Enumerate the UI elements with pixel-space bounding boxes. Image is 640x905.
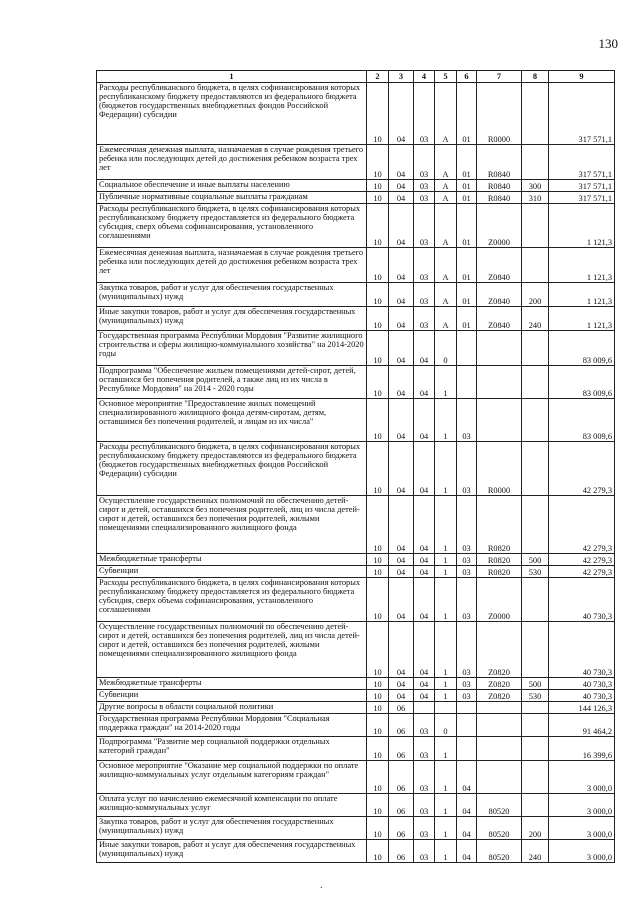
cell-col8 bbox=[522, 714, 549, 737]
cell-col6: 03 bbox=[457, 399, 477, 442]
cell-col4: 03 bbox=[414, 283, 435, 307]
table-row bbox=[97, 554, 615, 566]
cell-col7: Z0000 bbox=[477, 578, 522, 622]
row-name: Государственная программа Республики Мордовия "Социальная поддержка граждан" на 2014-2020 годы bbox=[97, 714, 367, 737]
cell-col5: 1 bbox=[435, 761, 457, 794]
cell-col6 bbox=[457, 702, 477, 714]
cell-col4: 03 bbox=[414, 714, 435, 737]
cell-col4: 04 bbox=[414, 496, 435, 554]
table-row bbox=[97, 761, 615, 794]
cell-col7 bbox=[477, 737, 522, 761]
cell-amount: 317 571,1 bbox=[549, 145, 615, 180]
cell-col2: 10 bbox=[367, 145, 389, 180]
cell-col6: 03 bbox=[457, 496, 477, 554]
cell-col6: 03 bbox=[457, 690, 477, 702]
cell-col8: 530 bbox=[522, 566, 549, 578]
cell-col3: 04 bbox=[389, 578, 414, 622]
cell-col3: 04 bbox=[389, 331, 414, 366]
cell-col4: 03 bbox=[414, 761, 435, 794]
cell-col6: 03 bbox=[457, 442, 477, 496]
cell-amount: 42 279,3 bbox=[549, 442, 615, 496]
cell-col7: 80520 bbox=[477, 794, 522, 817]
cell-col8: 500 bbox=[522, 678, 549, 690]
row-name: Закупка товаров, работ и услуг для обеспечения государственных (муниципальных) нужд bbox=[97, 817, 367, 840]
cell-col6: 03 bbox=[457, 566, 477, 578]
cell-col4: 04 bbox=[414, 566, 435, 578]
cell-col4: 04 bbox=[414, 442, 435, 496]
header-cell: 8 bbox=[522, 71, 549, 83]
cell-col5: 1 bbox=[435, 366, 457, 399]
cell-col8 bbox=[522, 83, 549, 145]
cell-amount: 40 730,3 bbox=[549, 622, 615, 678]
cell-col4: 04 bbox=[414, 331, 435, 366]
cell-col6: 01 bbox=[457, 145, 477, 180]
cell-col5: 1 bbox=[435, 622, 457, 678]
cell-amount: 317 571,1 bbox=[549, 180, 615, 192]
table-row bbox=[97, 714, 615, 737]
table-row bbox=[97, 180, 615, 192]
table-row bbox=[97, 83, 615, 145]
cell-col2: 10 bbox=[367, 840, 389, 863]
cell-col4: 04 bbox=[414, 554, 435, 566]
cell-col6: 03 bbox=[457, 554, 477, 566]
cell-col3: 06 bbox=[389, 817, 414, 840]
row-name: Основное мероприятие "Оказание мер социальной поддержки по оплате жилищно-коммунальных услуг отдельным категориям граждан" bbox=[97, 761, 367, 794]
cell-amount: 42 279,3 bbox=[549, 496, 615, 554]
row-name: Межбюджетные трансферты bbox=[97, 678, 367, 690]
cell-col5: А bbox=[435, 307, 457, 331]
cell-col5: А bbox=[435, 145, 457, 180]
cell-col8 bbox=[522, 794, 549, 817]
cell-col6: 04 bbox=[457, 817, 477, 840]
table-row bbox=[97, 399, 615, 442]
cell-col5: 1 bbox=[435, 566, 457, 578]
cell-col4: 03 bbox=[414, 737, 435, 761]
cell-col5: 1 bbox=[435, 678, 457, 690]
cell-col2: 10 bbox=[367, 678, 389, 690]
cell-col8 bbox=[522, 496, 549, 554]
row-name: Иные закупки товаров, работ и услуг для обеспечения государственных (муниципальных) нужд bbox=[97, 840, 367, 863]
table-row bbox=[97, 442, 615, 496]
cell-col5: А bbox=[435, 204, 457, 248]
cell-col7: Z0840 bbox=[477, 307, 522, 331]
table-row bbox=[97, 496, 615, 554]
row-name: Осуществление государственных полномочий по обеспечению детей-сирот и детей, оставшихся без попечения родителей, лиц из числа детей-сирот и детей, оставшихся без попечения родителей, жилыми помещениями специализированного жилищного фонда bbox=[97, 622, 367, 678]
row-name: Ежемесячная денежная выплата, назначаемая в случае рождения третьего ребенка или последующих детей до достижения ребенком возраста трех лет bbox=[97, 248, 367, 283]
row-name: Расходы республиканского бюджета, в целях софинансирования которых республиканскому бюджету предоставляются из федерального бюджета (бюджетов государственных внебюджетных фондов Российской Федерации) субсидии bbox=[97, 442, 367, 496]
cell-col7: Z0820 bbox=[477, 678, 522, 690]
cell-col8: 500 bbox=[522, 554, 549, 566]
cell-col8 bbox=[522, 578, 549, 622]
cell-col4: 04 bbox=[414, 690, 435, 702]
cell-col3: 06 bbox=[389, 840, 414, 863]
cell-col6: 01 bbox=[457, 248, 477, 283]
cell-amount: 40 730,3 bbox=[549, 578, 615, 622]
row-name: Государственная программа Республики Мордовия "Развитие жилищного строительства и сферы жилищно-коммунального хозяйства" на 2014-2020 годы bbox=[97, 331, 367, 366]
cell-amount: 83 009,6 bbox=[549, 366, 615, 399]
cell-col2: 10 bbox=[367, 442, 389, 496]
cell-col8: 200 bbox=[522, 817, 549, 840]
cell-col8 bbox=[522, 761, 549, 794]
cell-col3: 06 bbox=[389, 702, 414, 714]
cell-col4: 04 bbox=[414, 578, 435, 622]
header-row bbox=[97, 71, 615, 83]
table-row bbox=[97, 566, 615, 578]
cell-col2: 10 bbox=[367, 192, 389, 204]
cell-col5: 1 bbox=[435, 817, 457, 840]
cell-col6: 01 bbox=[457, 83, 477, 145]
row-name: Подпрограмма "Обеспечение жильем помещениями детей-сирот, детей, оставшихся без попечения родителей, а также лиц из их числа в Республике Мордовия" на 2014 - 2020 годы bbox=[97, 366, 367, 399]
row-name: Расходы республиканского бюджета, в целях софинансирования которых республиканскому бюджету предоставляются из федерального бюджета (бюджетов государственных внебюджетных фондов Российской Федерации) субсидии bbox=[97, 83, 367, 145]
header-cell: 3 bbox=[389, 71, 414, 83]
table-row bbox=[97, 366, 615, 399]
cell-col6: 04 bbox=[457, 840, 477, 863]
row-name: Расходы республиканского бюджета, в целях софинансирования которых республиканскому бюджету предоставляется из федерального бюджета субсидия, сверх объема софинансирования, установленного соглашениями bbox=[97, 204, 367, 248]
cell-col7 bbox=[477, 702, 522, 714]
cell-col6: 04 bbox=[457, 794, 477, 817]
cell-amount: 1 121,3 bbox=[549, 283, 615, 307]
cell-col8: 240 bbox=[522, 840, 549, 863]
cell-col3: 04 bbox=[389, 496, 414, 554]
table-row bbox=[97, 622, 615, 678]
table-row bbox=[97, 192, 615, 204]
header-cell: 5 bbox=[435, 71, 457, 83]
cell-col7 bbox=[477, 331, 522, 366]
cell-col7 bbox=[477, 399, 522, 442]
table-body bbox=[97, 83, 615, 863]
header-cell: 2 bbox=[367, 71, 389, 83]
cell-col4: 04 bbox=[414, 678, 435, 690]
table-row bbox=[97, 307, 615, 331]
table-row bbox=[97, 817, 615, 840]
cell-col3: 06 bbox=[389, 714, 414, 737]
cell-col5: 1 bbox=[435, 399, 457, 442]
cell-col4: 04 bbox=[414, 399, 435, 442]
cell-col3: 06 bbox=[389, 761, 414, 794]
cell-col3: 04 bbox=[389, 399, 414, 442]
cell-col3: 04 bbox=[389, 442, 414, 496]
cell-col2: 10 bbox=[367, 761, 389, 794]
header-cell: 7 bbox=[477, 71, 522, 83]
cell-col7: Z0820 bbox=[477, 690, 522, 702]
table-row bbox=[97, 794, 615, 817]
cell-amount: 42 279,3 bbox=[549, 554, 615, 566]
cell-col3: 06 bbox=[389, 794, 414, 817]
cell-col8: 300 bbox=[522, 180, 549, 192]
cell-col6: 01 bbox=[457, 180, 477, 192]
cell-col2: 10 bbox=[367, 83, 389, 145]
cell-col6: 03 bbox=[457, 678, 477, 690]
cell-col5: 1 bbox=[435, 737, 457, 761]
cell-col3: 04 bbox=[389, 192, 414, 204]
cell-col5: А bbox=[435, 248, 457, 283]
cell-col3: 04 bbox=[389, 307, 414, 331]
budget-table bbox=[96, 70, 615, 863]
cell-col8 bbox=[522, 366, 549, 399]
cell-col3: 04 bbox=[389, 248, 414, 283]
row-name: Оплата услуг по начислению ежемесячной компенсации по оплате жилищно-коммунальных услуг bbox=[97, 794, 367, 817]
cell-col5: А bbox=[435, 180, 457, 192]
cell-col2: 10 bbox=[367, 622, 389, 678]
cell-col8 bbox=[522, 248, 549, 283]
cell-col6: 04 bbox=[457, 761, 477, 794]
cell-col2: 10 bbox=[367, 496, 389, 554]
cell-col8 bbox=[522, 145, 549, 180]
row-name: Другие вопросы в области социальной политики bbox=[97, 702, 367, 714]
cell-col2: 10 bbox=[367, 554, 389, 566]
cell-amount: 16 399,6 bbox=[549, 737, 615, 761]
cell-col7 bbox=[477, 714, 522, 737]
row-name: Расходы республиканского бюджета, в целях софинансирования которых республиканскому бюджету предоставляется из федерального бюджета субсидия, сверх объема софинансирования, установленного соглашениями bbox=[97, 578, 367, 622]
cell-amount: 1 121,3 bbox=[549, 204, 615, 248]
row-name: Ежемесячная денежная выплата, назначаемая в случае рождения третьего ребенка или последующих детей до достижения ребенком возраста трех лет bbox=[97, 145, 367, 180]
cell-amount: 317 571,1 bbox=[549, 83, 615, 145]
table-row bbox=[97, 204, 615, 248]
cell-col3: 04 bbox=[389, 83, 414, 145]
cell-col5: 0 bbox=[435, 331, 457, 366]
cell-col4: 03 bbox=[414, 145, 435, 180]
cell-col3: 04 bbox=[389, 622, 414, 678]
table-row bbox=[97, 840, 615, 863]
row-name: Иные закупки товаров, работ и услуг для обеспечения государственных (муниципальных) нужд bbox=[97, 307, 367, 331]
cell-col8 bbox=[522, 442, 549, 496]
cell-col2: 10 bbox=[367, 248, 389, 283]
cell-col3: 04 bbox=[389, 566, 414, 578]
cell-col3: 04 bbox=[389, 678, 414, 690]
cell-col6 bbox=[457, 714, 477, 737]
cell-col6: 01 bbox=[457, 192, 477, 204]
cell-col6 bbox=[457, 366, 477, 399]
cell-col2: 10 bbox=[367, 714, 389, 737]
cell-col7: R0820 bbox=[477, 554, 522, 566]
header-cell: 4 bbox=[414, 71, 435, 83]
cell-amount: 3 000,0 bbox=[549, 794, 615, 817]
cell-col5: 1 bbox=[435, 578, 457, 622]
cell-amount: 83 009,6 bbox=[549, 399, 615, 442]
cell-col7: R0000 bbox=[477, 442, 522, 496]
cell-col4: 03 bbox=[414, 840, 435, 863]
page-number: 130 bbox=[598, 36, 618, 51]
cell-col5: 1 bbox=[435, 690, 457, 702]
cell-col5: А bbox=[435, 83, 457, 145]
cell-col8 bbox=[522, 622, 549, 678]
cell-col4: 03 bbox=[414, 204, 435, 248]
cell-amount: 3 000,0 bbox=[549, 840, 615, 863]
cell-col7: R0840 bbox=[477, 192, 522, 204]
cell-col6: 01 bbox=[457, 307, 477, 331]
cell-amount: 3 000,0 bbox=[549, 817, 615, 840]
cell-col6 bbox=[457, 331, 477, 366]
cell-col6: 03 bbox=[457, 622, 477, 678]
cell-col4: 03 bbox=[414, 83, 435, 145]
cell-col7: R0820 bbox=[477, 496, 522, 554]
table-row bbox=[97, 283, 615, 307]
row-name: Закупка товаров, работ и услуг для обеспечения государственных (муниципальных) нужд bbox=[97, 283, 367, 307]
cell-col3: 04 bbox=[389, 145, 414, 180]
cell-col4: 03 bbox=[414, 307, 435, 331]
cell-col2: 10 bbox=[367, 702, 389, 714]
cell-col2: 10 bbox=[367, 331, 389, 366]
cell-col3: 04 bbox=[389, 554, 414, 566]
cell-col8 bbox=[522, 702, 549, 714]
cell-col7: Z0840 bbox=[477, 283, 522, 307]
cell-col2: 10 bbox=[367, 690, 389, 702]
cell-col7 bbox=[477, 761, 522, 794]
cell-col4 bbox=[414, 702, 435, 714]
table-row bbox=[97, 145, 615, 180]
row-name: Подпрограмма "Развитие мер социальной поддержки отдельных категорий граждан" bbox=[97, 737, 367, 761]
row-name: Межбюджетные трансферты bbox=[97, 554, 367, 566]
cell-col4: 03 bbox=[414, 794, 435, 817]
cell-col6: 03 bbox=[457, 578, 477, 622]
cell-col7 bbox=[477, 366, 522, 399]
cell-col3: 04 bbox=[389, 366, 414, 399]
cell-col8 bbox=[522, 737, 549, 761]
cell-col8 bbox=[522, 331, 549, 366]
cell-col7: R0000 bbox=[477, 83, 522, 145]
cell-col5: 1 bbox=[435, 554, 457, 566]
cell-col3: 04 bbox=[389, 204, 414, 248]
footer-mark: . bbox=[320, 880, 323, 891]
cell-amount: 91 464,2 bbox=[549, 714, 615, 737]
cell-col8 bbox=[522, 204, 549, 248]
cell-col7: 80520 bbox=[477, 817, 522, 840]
cell-col4: 04 bbox=[414, 622, 435, 678]
cell-col2: 10 bbox=[367, 794, 389, 817]
cell-col8: 240 bbox=[522, 307, 549, 331]
cell-col6: 01 bbox=[457, 204, 477, 248]
cell-col2: 10 bbox=[367, 307, 389, 331]
cell-col7: R0840 bbox=[477, 180, 522, 192]
cell-col8: 530 bbox=[522, 690, 549, 702]
cell-col7: 80520 bbox=[477, 840, 522, 863]
cell-col3: 04 bbox=[389, 283, 414, 307]
cell-col2: 10 bbox=[367, 366, 389, 399]
cell-amount: 317 571,1 bbox=[549, 192, 615, 204]
cell-col3: 04 bbox=[389, 180, 414, 192]
cell-col8 bbox=[522, 399, 549, 442]
cell-col6 bbox=[457, 737, 477, 761]
cell-col7: Z0840 bbox=[477, 248, 522, 283]
cell-col2: 10 bbox=[367, 578, 389, 622]
cell-amount: 144 126,3 bbox=[549, 702, 615, 714]
cell-col5: 1 bbox=[435, 794, 457, 817]
row-name: Основное мероприятие "Предоставление жилых помещений специализированного жилищного фонда детям-сиротам, детям, оставшимся без попечения родителей, и лицам из их числа" bbox=[97, 399, 367, 442]
row-name: Субвенции bbox=[97, 690, 367, 702]
cell-col2: 10 bbox=[367, 817, 389, 840]
table-row bbox=[97, 737, 615, 761]
table-row bbox=[97, 331, 615, 366]
table-row bbox=[97, 678, 615, 690]
header-cell: 9 bbox=[549, 71, 615, 83]
cell-col4: 03 bbox=[414, 192, 435, 204]
table-row bbox=[97, 578, 615, 622]
cell-col5: 1 bbox=[435, 442, 457, 496]
cell-col7: Z0820 bbox=[477, 622, 522, 678]
cell-col7: Z0000 bbox=[477, 204, 522, 248]
cell-col4: 03 bbox=[414, 248, 435, 283]
cell-amount: 40 730,3 bbox=[549, 678, 615, 690]
row-name: Социальное обеспечение и иные выплаты населению bbox=[97, 180, 367, 192]
cell-col5: А bbox=[435, 283, 457, 307]
cell-col6: 01 bbox=[457, 283, 477, 307]
cell-col5: 1 bbox=[435, 840, 457, 863]
cell-col4: 04 bbox=[414, 366, 435, 399]
cell-col2: 10 bbox=[367, 566, 389, 578]
row-name: Осуществление государственных полномочий по обеспечению детей-сирот и детей, оставшихся без попечения родителей, лиц из числа детей-сирот и детей, оставшихся без попечения родителей, жилыми помещениями специализированного жилищного фонда bbox=[97, 496, 367, 554]
cell-col4: 03 bbox=[414, 180, 435, 192]
cell-col2: 10 bbox=[367, 204, 389, 248]
header-cell: 1 bbox=[97, 71, 367, 83]
cell-col5: 1 bbox=[435, 496, 457, 554]
cell-col8: 310 bbox=[522, 192, 549, 204]
cell-amount: 3 000,0 bbox=[549, 761, 615, 794]
cell-col7: R0840 bbox=[477, 145, 522, 180]
cell-col3: 06 bbox=[389, 737, 414, 761]
cell-amount: 83 009,6 bbox=[549, 331, 615, 366]
table-row bbox=[97, 690, 615, 702]
cell-col3: 04 bbox=[389, 690, 414, 702]
cell-col2: 10 bbox=[367, 180, 389, 192]
cell-col2: 10 bbox=[367, 399, 389, 442]
table-row bbox=[97, 248, 615, 283]
table-row bbox=[97, 702, 615, 714]
row-name: Публичные нормативные социальные выплаты гражданам bbox=[97, 192, 367, 204]
row-name: Субвенции bbox=[97, 566, 367, 578]
cell-col2: 10 bbox=[367, 737, 389, 761]
cell-col4: 03 bbox=[414, 817, 435, 840]
cell-col7: R0820 bbox=[477, 566, 522, 578]
cell-col5: А bbox=[435, 192, 457, 204]
cell-amount: 1 121,3 bbox=[549, 248, 615, 283]
cell-col5 bbox=[435, 702, 457, 714]
cell-amount: 1 121,3 bbox=[549, 307, 615, 331]
cell-amount: 40 730,3 bbox=[549, 690, 615, 702]
cell-col2: 10 bbox=[367, 283, 389, 307]
cell-col8: 200 bbox=[522, 283, 549, 307]
header-cell: 6 bbox=[457, 71, 477, 83]
cell-amount: 42 279,3 bbox=[549, 566, 615, 578]
cell-col5: 0 bbox=[435, 714, 457, 737]
